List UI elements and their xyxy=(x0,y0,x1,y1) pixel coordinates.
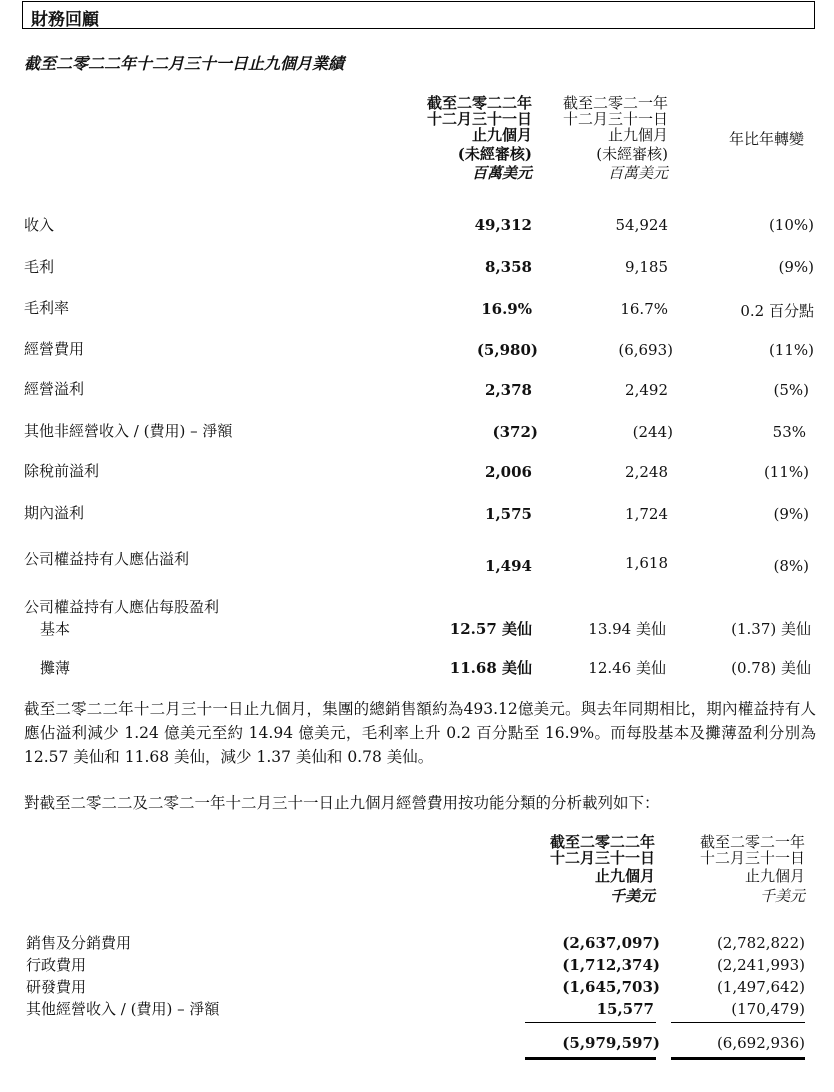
header-line: 截至二零二二年 xyxy=(549,833,655,851)
header-line: 十二月三十一日 xyxy=(549,849,655,867)
results-subheading: 截至二零二二年十二月三十一日止九個月業績 xyxy=(24,54,345,73)
header-line: 截至二零二二年 xyxy=(426,94,532,112)
row-value-current: (5,980) xyxy=(476,341,538,359)
expense-value-current: (1,645,703) xyxy=(562,978,660,996)
table1-header-current xyxy=(380,95,532,181)
total-double-rule xyxy=(525,1057,656,1060)
header-line: 十二月三十一日 xyxy=(699,849,805,867)
expense-value-current: 15,577 xyxy=(596,1000,654,1018)
summary-paragraph: 截至二零二二年十二月三十一日止九個月，集團的總銷售額約為493.12億美元。與去年同期相比，期內權益持有人應佔溢利減少 1.24 億美元至約 14.94 億美元，毛利率上升 0.2 百分點至 16.9%。而每股基本及攤薄盈利分別為 12.57 美仙和 11.68 美仙，減少 1.37 美仙和 0.78 美仙。 xyxy=(24,700,816,766)
eps-value-prior: 13.94 美仙 xyxy=(588,620,666,638)
expense-value-prior: (2,241,993) xyxy=(716,956,805,974)
unit-label: 百萬美元 xyxy=(607,164,668,182)
expense-value-prior: (170,479) xyxy=(731,1000,805,1018)
total-double-rule xyxy=(671,1057,805,1060)
expense-total-current: (5,979,597) xyxy=(562,1034,660,1052)
header-line: 止九個月 xyxy=(471,126,532,144)
unit-label: 百萬美元 xyxy=(471,164,532,182)
row-value-change: 0.2 百分點 xyxy=(740,302,814,320)
expense-row-label: 銷售及分銷費用 xyxy=(26,934,132,952)
row-value-change: (9%) xyxy=(778,258,814,276)
row-label: 毛利 xyxy=(24,258,55,276)
eps-value-current: 11.68 美仙 xyxy=(449,659,532,677)
header-line: 止九個月 xyxy=(744,867,805,885)
eps-value-change: (0.78) 美仙 xyxy=(731,659,811,677)
row-value-change: (8%) xyxy=(773,557,809,575)
eps-label: 公司權益持有人應佔每股盈利 xyxy=(24,598,220,616)
eps-value-current: 12.57 美仙 xyxy=(449,620,532,638)
header-line: 年比年轉變 xyxy=(728,130,804,148)
header-line: (未經審核) xyxy=(457,145,532,163)
row-value-prior: 2,492 xyxy=(625,381,668,399)
row-label: 毛利率 xyxy=(24,299,70,317)
row-value-current: 49,312 xyxy=(474,216,532,234)
row-value-prior: 1,618 xyxy=(625,554,668,572)
row-value-change: (5%) xyxy=(773,381,809,399)
header-line: (未經審核) xyxy=(596,145,668,163)
row-label: 經營費用 xyxy=(24,340,85,358)
eps-value-prior: 12.46 美仙 xyxy=(588,659,666,677)
row-value-change: (9%) xyxy=(773,505,809,523)
row-value-change: (10%) xyxy=(768,216,814,234)
expense-value-prior: (1,497,642) xyxy=(716,978,805,996)
expense-value-prior: (2,782,822) xyxy=(716,934,805,952)
section-title: 財務回顧 xyxy=(31,10,99,30)
subtotal-rule xyxy=(525,1022,656,1023)
intro-paragraph: 對截至二零二二及二零二一年十二月三十一日止九個月經營費用按功能分類的分析載列如下： xyxy=(24,794,660,812)
expense-row-label: 行政費用 xyxy=(26,956,87,974)
header-line: 十二月三十一日 xyxy=(562,110,668,128)
row-label: 收入 xyxy=(24,216,55,234)
row-value-prior: 16.7% xyxy=(620,300,668,318)
expense-value-current: (2,637,097) xyxy=(562,934,660,952)
header-line: 十二月三十一日 xyxy=(426,110,532,128)
eps-row-label: 攤薄 xyxy=(40,659,71,677)
table1-header-change xyxy=(690,131,804,147)
row-value-prior: (6,693) xyxy=(618,341,673,359)
eps-row-label: 基本 xyxy=(40,620,71,638)
expense-value-current: (1,712,374) xyxy=(562,956,660,974)
subtotal-rule xyxy=(671,1022,805,1023)
header-line: 止九個月 xyxy=(594,867,655,885)
row-label: 期內溢利 xyxy=(24,504,85,522)
row-value-prior: (244) xyxy=(632,423,673,441)
row-label: 公司權益持有人應佔溢利 xyxy=(24,550,190,568)
row-value-current: 1,575 xyxy=(485,505,532,523)
unit-label: 千美元 xyxy=(609,887,655,905)
table2-header-prior xyxy=(655,834,805,904)
row-label: 除稅前溢利 xyxy=(24,462,100,480)
header-line: 截至二零二一年 xyxy=(699,833,805,851)
row-value-change: 53% xyxy=(772,423,806,441)
row-label: 其他非經營收入 / (費用) – 淨額 xyxy=(24,422,233,440)
expense-row-label: 其他經營收入 / (費用) – 淨額 xyxy=(26,1000,220,1018)
header-line: 截至二零二一年 xyxy=(562,94,668,112)
row-value-current: 2,006 xyxy=(485,463,532,481)
row-value-prior: 1,724 xyxy=(625,505,668,523)
row-value-prior: 9,185 xyxy=(625,258,668,276)
expense-total-prior: (6,692,936) xyxy=(716,1034,805,1052)
row-value-prior: 2,248 xyxy=(625,463,668,481)
section-header-box xyxy=(22,1,815,29)
row-value-current: 2,378 xyxy=(485,381,532,399)
table2-header-current xyxy=(505,834,655,904)
row-value-change: (11%) xyxy=(768,341,814,359)
row-value-current: (372) xyxy=(492,423,538,441)
expense-row-label: 研發費用 xyxy=(26,978,87,996)
eps-value-change: (1.37) 美仙 xyxy=(731,620,811,638)
table1-header-prior xyxy=(520,95,668,181)
row-value-change: (11%) xyxy=(763,463,809,481)
row-value-current: 8,358 xyxy=(485,258,532,276)
row-value-current: 1,494 xyxy=(485,557,532,575)
row-value-current: 16.9% xyxy=(481,300,532,318)
unit-label: 千美元 xyxy=(759,887,805,905)
header-line: 止九個月 xyxy=(607,126,668,144)
row-label: 經營溢利 xyxy=(24,380,85,398)
row-value-prior: 54,924 xyxy=(615,216,668,234)
